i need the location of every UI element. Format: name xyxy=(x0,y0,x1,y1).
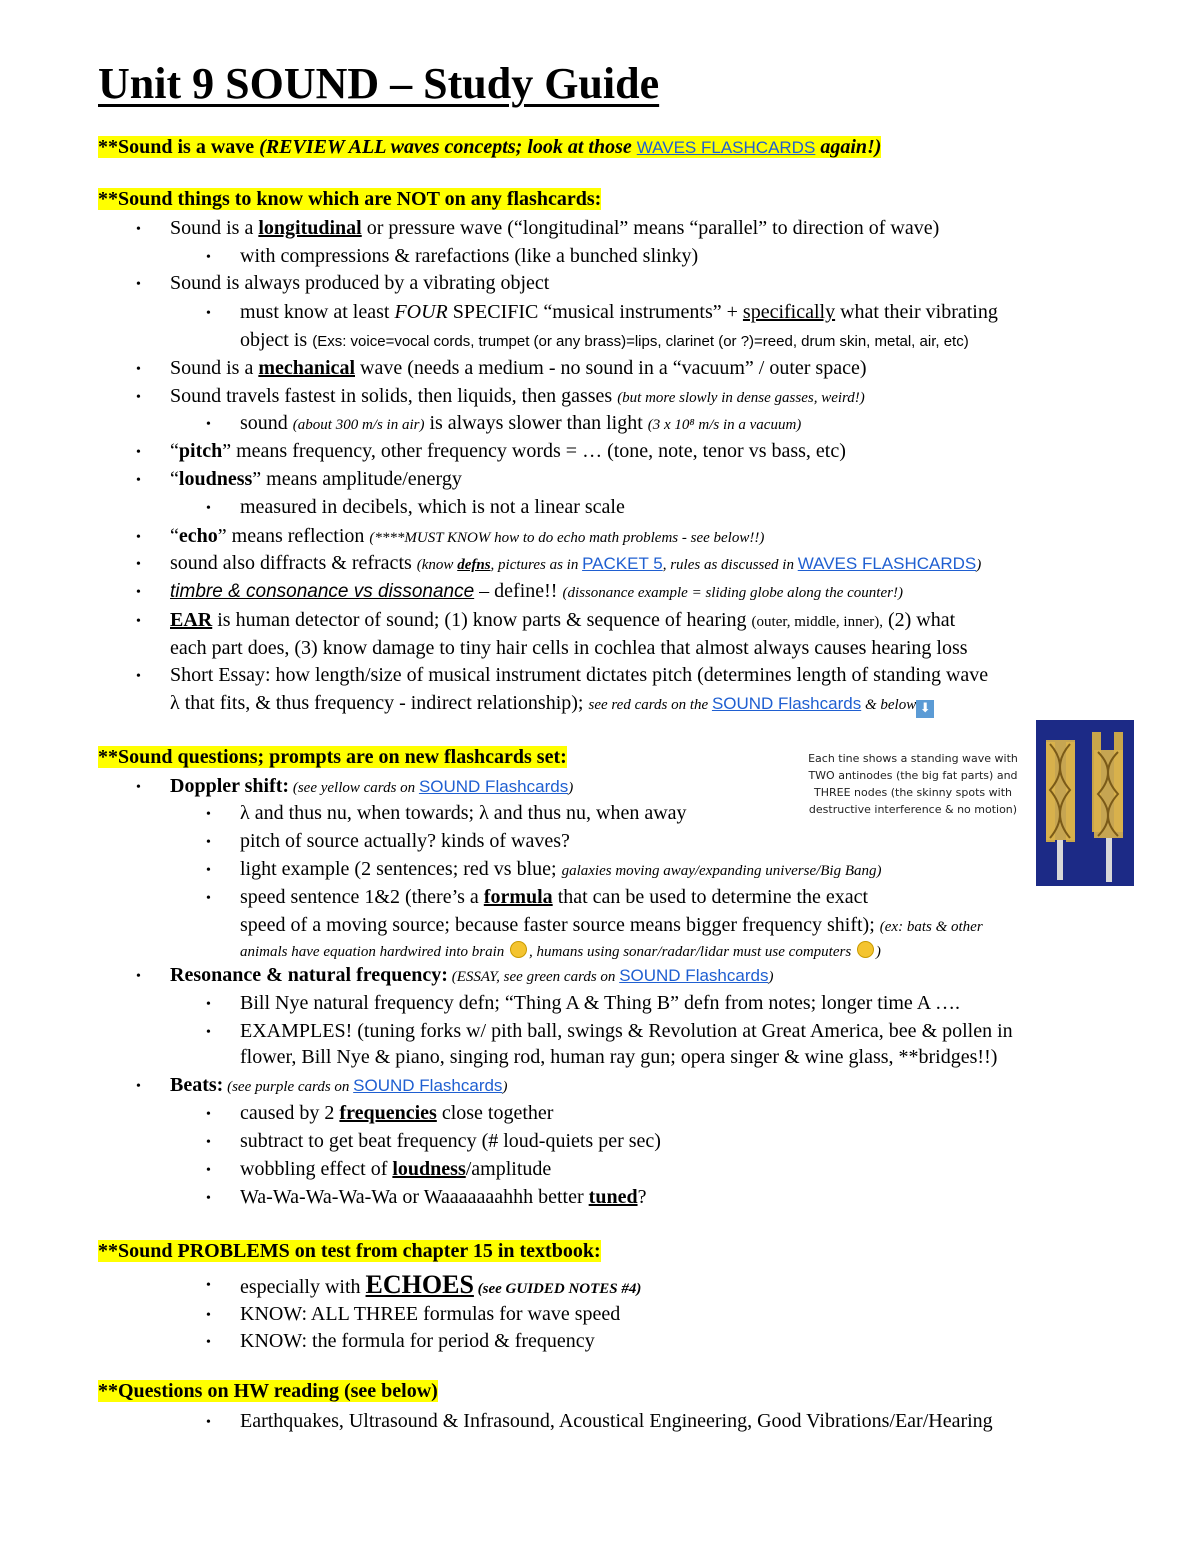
waves-flashcards-link[interactable]: WAVES FLASHCARDS xyxy=(636,138,816,157)
sound-flashcards-link-doppler[interactable]: SOUND Flashcards xyxy=(418,777,569,796)
bullet: • xyxy=(206,501,211,516)
list-item: Earthquakes, Ultrasound & Infrasound, Acoustical Engineering, Good Vibrations/Ear/Hearing xyxy=(240,1410,993,1432)
list-item-continuation: object is (Exs: voice=vocal cords, trumpet (or any brass)=lips, clarinet (or ?)=reed, drum skin, metal, air, etc) xyxy=(240,329,969,351)
list-item: KNOW: the formula for period & frequency xyxy=(240,1330,595,1352)
bullet: • xyxy=(136,277,141,292)
bullet: • xyxy=(206,1278,211,1293)
tuning-fork-caption: Each tine shows a standing wave with TWO antinodes (the big fat parts) and THREE nodes (the skinny spots with destructive interference & no motion) xyxy=(808,752,1018,816)
list-item: EAR is human detector of sound; (1) know parts & sequence of hearing (outer, middle, inner), (2) what xyxy=(170,609,956,631)
list-item: Doppler shift: (see yellow cards on SOUND Flashcards) xyxy=(170,775,574,797)
section-heading-2: **Sound questions; prompts are on new flashcards set: xyxy=(98,746,567,768)
list-item: speed sentence 1&2 (there’s a formula that can be used to determine the exact xyxy=(240,886,869,908)
bullet: • xyxy=(206,863,211,878)
bullet: • xyxy=(136,557,141,572)
list-item: measured in decibels, which is not a linear scale xyxy=(240,496,625,518)
bullet: • xyxy=(136,614,141,629)
section-heading-1: **Sound things to know which are NOT on any flashcards: xyxy=(98,188,602,210)
list-item-continuation: speed of a moving source; because faster source means bigger frequency shift); (ex: bats & other xyxy=(240,914,983,936)
list-item: sound also diffracts & refracts (know defns, pictures as in PACKET 5, rules as discussed in WAVES FLASHCARDS) xyxy=(170,552,982,574)
list-item: caused by 2 frequencies close together xyxy=(240,1102,554,1124)
list-item: Sound is always produced by a vibrating object xyxy=(170,272,550,294)
list-item: Wa-Wa-Wa-Wa-Wa or Waaaaaaahhh better tuned? xyxy=(240,1186,647,1208)
list-item: Sound is a longitudinal or pressure wave (“longitudinal” means “parallel” to direction of wave) xyxy=(170,217,940,239)
list-item: with compressions & rarefactions (like a bunched slinky) xyxy=(240,245,699,267)
bullet: • xyxy=(206,807,211,822)
list-item: EXAMPLES! (tuning forks w/ pith ball, swings & Revolution at Great America, bee & pollen in xyxy=(240,1020,1013,1042)
bullet: • xyxy=(206,250,211,265)
bullet: • xyxy=(206,1335,211,1350)
bullet: • xyxy=(136,473,141,488)
bullet: • xyxy=(206,997,211,1012)
section-heading-3: **Sound PROBLEMS on test from chapter 15 in textbook: xyxy=(98,1240,601,1262)
list-item: wobbling effect of loudness/amplitude xyxy=(240,1158,552,1180)
list-item: especially with ECHOES (see GUIDED NOTES #4) xyxy=(240,1270,642,1299)
list-item: Sound is a mechanical wave (needs a medium - no sound in a “vacuum” / outer space) xyxy=(170,357,867,379)
bullet: • xyxy=(206,1308,211,1323)
list-item: λ and thus nu, when towards; λ and thus nu, when away xyxy=(240,802,687,824)
bullet: • xyxy=(206,1163,211,1178)
intro-paren-close: again!) xyxy=(815,136,882,158)
bullet: • xyxy=(136,390,141,405)
sound-flashcards-link-beats[interactable]: SOUND Flashcards xyxy=(353,1076,503,1095)
list-item: KNOW: ALL THREE formulas for wave speed xyxy=(240,1303,621,1325)
bullet: • xyxy=(206,891,211,906)
list-item: Sound travels fastest in solids, then liquids, then gasses (but more slowly in dense gasses, weird!) xyxy=(170,385,865,407)
packet-5-link[interactable]: PACKET 5 xyxy=(582,554,663,573)
list-item: Resonance & natural frequency: (ESSAY, see green cards on SOUND Flashcards) xyxy=(170,964,774,986)
list-item: subtract to get beat frequency (# loud-quiets per sec) xyxy=(240,1130,661,1152)
bullet: • xyxy=(206,417,211,432)
down-arrow-icon: ⬇ xyxy=(916,700,934,718)
page-title: Unit 9 SOUND – Study Guide xyxy=(98,59,660,108)
bullet: • xyxy=(136,585,141,600)
list-item: timbre & consonance vs dissonance – define!! (dissonance example = sliding globe along the counter!) xyxy=(170,580,903,602)
sound-flashcards-link[interactable]: SOUND Flashcards xyxy=(711,694,862,713)
waves-flashcards-link-2[interactable]: WAVES FLASHCARDS xyxy=(797,554,977,573)
list-item: “pitch” means frequency, other frequency words = … (tone, note, tenor vs bass, etc) xyxy=(170,440,846,462)
list-item: must know at least FOUR SPECIFIC “musical instruments” + specifically what their vibrating xyxy=(240,301,998,323)
list-item-continuation: each part does, (3) know damage to tiny hair cells in cochlea that almost always causes hearing loss xyxy=(170,637,968,659)
list-item-continuation: λ that fits, & thus frequency - indirect relationship); see red cards on the SOUND Flashcards & below ⬇ xyxy=(170,690,934,718)
bullet: • xyxy=(206,1025,211,1040)
list-item: sound (about 300 m/s in air) is always slower than light (3 x 10⁸ m/s in a vacuum) xyxy=(240,412,802,434)
smiley-face-icon xyxy=(510,941,527,958)
bullet: • xyxy=(136,1079,141,1094)
list-item: “loudness” means amplitude/energy xyxy=(170,468,462,490)
intro-lead: **Sound is a wave xyxy=(98,136,255,158)
bullet: • xyxy=(206,306,211,321)
intro-paren-open: (REVIEW ALL waves concepts; look at those xyxy=(254,136,637,158)
bullet: • xyxy=(136,969,141,984)
intro-line xyxy=(98,136,881,159)
list-item: Short Essay: how length/size of musical instrument dictates pitch (determines length of standing wave xyxy=(170,664,989,686)
bullet: • xyxy=(206,835,211,850)
list-item: pitch of source actually? kinds of waves? xyxy=(240,830,570,852)
bullet: • xyxy=(136,780,141,795)
bullet: • xyxy=(206,1107,211,1122)
bullet: • xyxy=(136,362,141,377)
tuning-forks-icon xyxy=(1036,720,1134,886)
bullet: • xyxy=(136,445,141,460)
bullet: • xyxy=(136,530,141,545)
bullet: • xyxy=(206,1191,211,1206)
sound-flashcards-link-resonance[interactable]: SOUND Flashcards xyxy=(619,966,769,985)
list-item: Beats: (see purple cards on SOUND Flashcards) xyxy=(170,1074,508,1096)
sad-face-icon xyxy=(857,941,874,958)
section-heading-4: **Questions on HW reading (see below) xyxy=(98,1380,438,1402)
bullet: • xyxy=(206,1415,211,1430)
list-item-continuation: flower, Bill Nye & piano, singing rod, human ray gun; opera singer & wine glass, **bridges!!) xyxy=(240,1046,998,1068)
list-item: light example (2 sentences; red vs blue; galaxies moving away/expanding universe/Big Bang) xyxy=(240,858,882,880)
tuning-forks-image xyxy=(1036,720,1134,886)
bullet: • xyxy=(136,669,141,684)
list-item: “echo” means reflection (****MUST KNOW how to do echo math problems - see below!!) xyxy=(170,525,765,547)
bullet: • xyxy=(206,1135,211,1150)
list-item-continuation: animals have equation hardwired into brain , humans using sonar/radar/lidar must use computers ) xyxy=(240,937,881,965)
bullet: • xyxy=(136,222,141,237)
list-item: Bill Nye natural frequency defn; “Thing A & Thing B” defn from notes; longer time A …. xyxy=(240,992,961,1014)
